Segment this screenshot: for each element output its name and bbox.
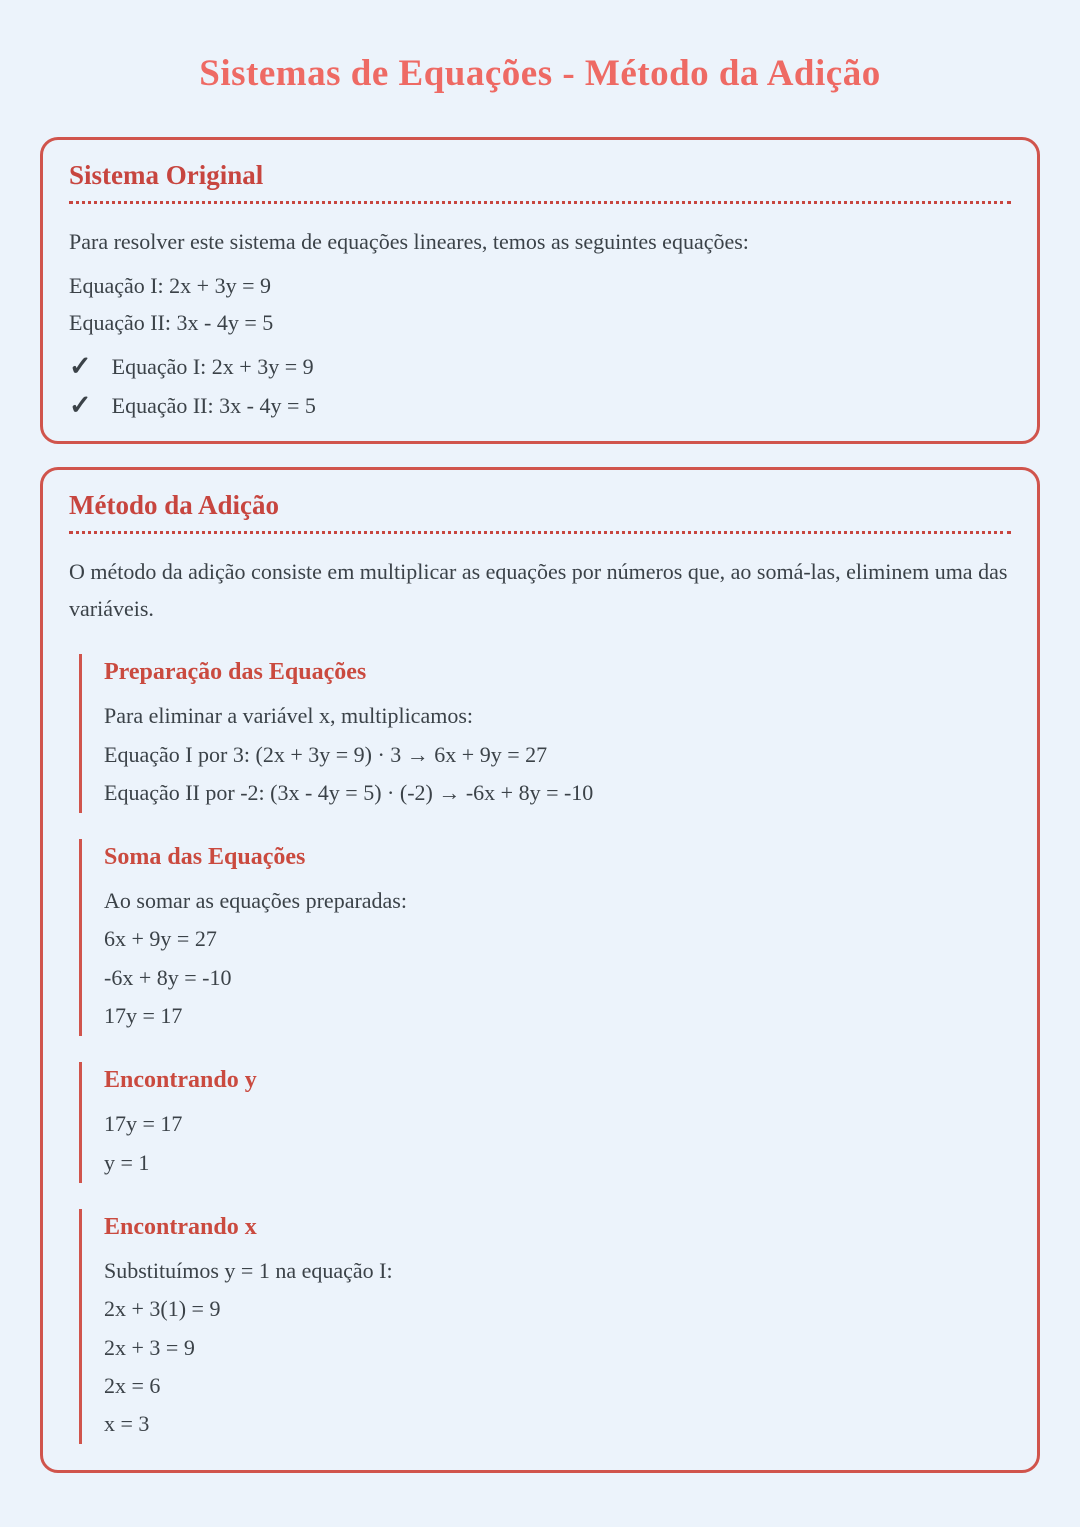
subsection-line: -6x + 8y = -10 bbox=[104, 964, 232, 990]
equation-line: Equação II: 3x - 4y = 5 bbox=[69, 310, 274, 336]
subsection-line: x = 3 bbox=[104, 1411, 150, 1437]
subsection-line: Substituímos y = 1 na equação I: bbox=[104, 1257, 393, 1283]
check-item-label: Equação II: 3x - 4y = 5 bbox=[111, 392, 316, 418]
dotted-divider bbox=[69, 201, 1011, 204]
check-item-label: Equação I: 2x + 3y = 9 bbox=[111, 353, 314, 379]
card-sistema-original bbox=[40, 137, 1040, 444]
check-item bbox=[69, 353, 1011, 380]
check-list bbox=[69, 353, 1011, 419]
page-title: Sistemas de Equações - Método da Adição bbox=[199, 53, 881, 94]
subsection-encontrando-x bbox=[79, 1209, 1011, 1444]
equation-line: Equação I: 2x + 3y = 9 bbox=[69, 272, 271, 298]
subsection-line: 17y = 17 bbox=[104, 1003, 183, 1029]
subsection-heading: Preparação das Equações bbox=[104, 659, 367, 686]
subsection-line: y = 1 bbox=[104, 1149, 150, 1175]
subsection-heading: Soma das Equações bbox=[104, 844, 306, 871]
subsection-soma-das-equacoes bbox=[79, 839, 1011, 1036]
subsection-line: 2x = 6 bbox=[104, 1372, 161, 1398]
subsection-line: 2x + 3(1) = 9 bbox=[104, 1296, 221, 1322]
subsection-line: Para eliminar a variável x, multiplicamos: bbox=[104, 703, 473, 729]
subsection-heading: Encontrando y bbox=[104, 1067, 257, 1094]
card1-intro-text: Para resolver este sistema de equações lineares, temos as seguintes equações: bbox=[69, 229, 749, 254]
check-item bbox=[69, 392, 1011, 419]
subsection-line: Equação I por 3: (2x + 3y = 9) · 3 → 6x + 9y = 27 bbox=[104, 741, 548, 767]
card-metodo-da-adicao bbox=[40, 467, 1040, 1473]
subsection-line: Ao somar as equações preparadas: bbox=[104, 888, 407, 914]
subsection-line: 17y = 17 bbox=[104, 1111, 183, 1137]
checkmark-icon: ✓ bbox=[69, 390, 92, 421]
subsection-line: 6x + 9y = 27 bbox=[104, 926, 217, 952]
subsection-heading: Encontrando x bbox=[104, 1213, 257, 1240]
subsection-encontrando-y bbox=[79, 1062, 1011, 1183]
card2-intro-text: O método da adição consiste em multiplicar as equações por números que, ao somá-las, eliminem uma das variáveis. bbox=[69, 559, 1008, 622]
dotted-divider bbox=[69, 531, 1011, 534]
subsection-line: 2x + 3 = 9 bbox=[104, 1334, 195, 1360]
subsection-line: Equação II por -2: (3x - 4y = 5) · (-2) → -6x + 8y = -10 bbox=[104, 779, 594, 805]
checkmark-icon: ✓ bbox=[69, 351, 92, 382]
card-heading-sistema-original: Sistema Original bbox=[69, 160, 264, 190]
card-heading-metodo-da-adicao: Método da Adição bbox=[69, 490, 280, 521]
subsection-preparacao-das-equacoes bbox=[79, 654, 1011, 813]
